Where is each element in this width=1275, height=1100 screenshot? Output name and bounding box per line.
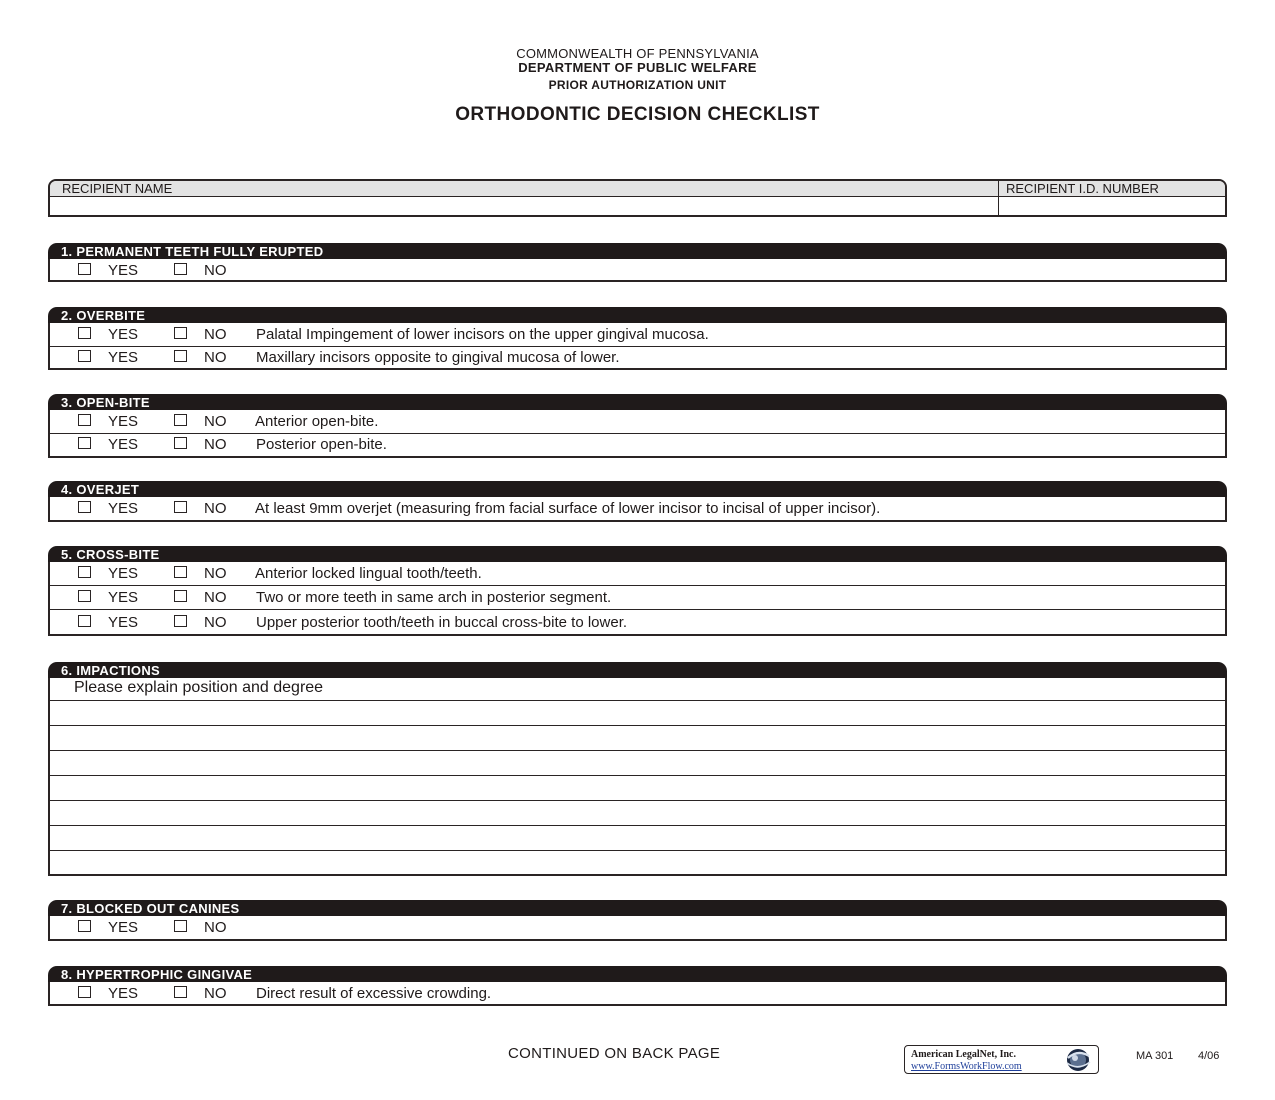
no-checkbox[interactable] (174, 501, 187, 513)
checklist-row (50, 259, 1225, 283)
section-impactions (48, 663, 1227, 876)
row-description: Upper posterior tooth/teeth in buccal cross-bite to lower. (256, 614, 628, 631)
no-label: NO (204, 436, 227, 453)
yes-checkbox[interactable] (78, 986, 91, 998)
row-description: Posterior open-bite. (256, 436, 387, 453)
section-blocked-canines (48, 901, 1227, 941)
no-checkbox[interactable] (174, 566, 187, 578)
no-checkbox[interactable] (174, 327, 187, 339)
row-description: Two or more teeth in same arch in posterior segment. (256, 589, 612, 606)
yes-label: YES (108, 436, 139, 453)
yes-label: YES (108, 413, 139, 430)
impactions-text-area[interactable] (54, 702, 1219, 870)
no-checkbox[interactable] (174, 437, 187, 449)
row-description: Palatal Impingement of lower incisors on the upper gingival mucosa. (256, 326, 709, 343)
yes-checkbox[interactable] (78, 920, 91, 932)
section-cross-bite (48, 547, 1227, 636)
section-permanent-teeth (48, 244, 1227, 282)
no-label: NO (204, 614, 227, 631)
publisher-link[interactable]: www.FormsWorkFlow.com (911, 1061, 1022, 1072)
form-date: 4/06 (1198, 1050, 1220, 1062)
checklist-row (50, 611, 1225, 635)
yes-checkbox[interactable] (78, 414, 91, 426)
form-number: MA 301 (1136, 1050, 1174, 1062)
globe-icon (1061, 1047, 1095, 1073)
yes-checkbox[interactable] (78, 437, 91, 449)
section-title: 1. PERMANENT TEETH FULLY ERUPTED (48, 243, 1227, 259)
no-label: NO (204, 326, 227, 343)
yes-checkbox[interactable] (78, 501, 91, 513)
checklist-row (50, 433, 1225, 457)
header-agency: COMMONWEALTH OF PENNSYLVANIA (516, 46, 759, 61)
continued-note: CONTINUED ON BACK PAGE (508, 1045, 721, 1062)
checklist-row (50, 410, 1225, 434)
section-title: 2. OVERBITE (48, 307, 1227, 323)
yes-label: YES (108, 919, 139, 936)
impactions-prompt: Please explain position and degree (74, 679, 324, 696)
no-label: NO (204, 349, 227, 366)
no-label: NO (204, 565, 227, 582)
writing-line (50, 700, 1225, 701)
section-title: 8. HYPERTROPHIC GINGIVAE (48, 966, 1227, 982)
checklist-row (50, 562, 1225, 586)
no-checkbox[interactable] (174, 350, 187, 362)
page-title: ORTHODONTIC DECISION CHECKLIST (455, 104, 820, 125)
section-overbite (48, 308, 1227, 370)
section-title: 4. OVERJET (48, 481, 1227, 497)
yes-checkbox[interactable] (78, 590, 91, 602)
yes-label: YES (108, 326, 139, 343)
recipient-name-field[interactable] (54, 198, 994, 215)
yes-checkbox[interactable] (78, 615, 91, 627)
section-overjet (48, 482, 1227, 522)
yes-checkbox[interactable] (78, 350, 91, 362)
no-checkbox[interactable] (174, 920, 187, 932)
header-unit: PRIOR AUTHORIZATION UNIT (548, 78, 727, 92)
no-label: NO (204, 413, 227, 430)
checklist-row (50, 982, 1225, 1006)
checklist-row (50, 323, 1225, 347)
section-title: 7. BLOCKED OUT CANINES (48, 900, 1227, 916)
yes-label: YES (108, 262, 139, 279)
no-label: NO (204, 500, 227, 517)
row-description: Anterior open-bite. (255, 413, 379, 430)
yes-label: YES (108, 500, 139, 517)
section-title: 6. IMPACTIONS (48, 662, 1227, 678)
no-checkbox[interactable] (174, 986, 187, 998)
yes-label: YES (108, 614, 139, 631)
checklist-row (50, 586, 1225, 610)
no-checkbox[interactable] (174, 263, 187, 275)
section-hypertrophic-gingivae (48, 967, 1227, 1006)
no-label: NO (204, 985, 227, 1002)
yes-label: YES (108, 565, 139, 582)
no-checkbox[interactable] (174, 590, 187, 602)
publisher-name: American LegalNet, Inc. (911, 1049, 1016, 1060)
header-department: DEPARTMENT OF PUBLIC WELFARE (518, 60, 757, 75)
recipient-id-label: RECIPIENT I.D. NUMBER (1006, 181, 1159, 196)
yes-label: YES (108, 349, 139, 366)
section-open-bite (48, 395, 1227, 458)
checklist-row (50, 346, 1225, 370)
recipient-divider (998, 181, 999, 215)
no-label: NO (204, 589, 227, 606)
checklist-row (50, 497, 1225, 521)
section-title: 3. OPEN-BITE (48, 394, 1227, 410)
no-label: NO (204, 262, 227, 279)
recipient-box (48, 179, 1227, 217)
publisher-badge[interactable] (904, 1045, 1099, 1074)
no-checkbox[interactable] (174, 615, 187, 627)
yes-checkbox[interactable] (78, 327, 91, 339)
section-title: 5. CROSS-BITE (48, 546, 1227, 562)
row-description: At least 9mm overjet (measuring from facial surface of lower incisor to incisal of upper incisor). (255, 500, 881, 517)
row-description: Anterior locked lingual tooth/teeth. (255, 565, 482, 582)
yes-label: YES (108, 985, 139, 1002)
no-label: NO (204, 919, 227, 936)
yes-checkbox[interactable] (78, 566, 91, 578)
yes-label: YES (108, 589, 139, 606)
yes-checkbox[interactable] (78, 263, 91, 275)
checklist-row (50, 916, 1225, 940)
row-description: Direct result of excessive crowding. (256, 985, 492, 1002)
row-description: Maxillary incisors opposite to gingival mucosa of lower. (256, 349, 620, 366)
no-checkbox[interactable] (174, 414, 187, 426)
recipient-name-label: RECIPIENT NAME (62, 181, 173, 196)
recipient-id-field[interactable] (1002, 198, 1224, 215)
